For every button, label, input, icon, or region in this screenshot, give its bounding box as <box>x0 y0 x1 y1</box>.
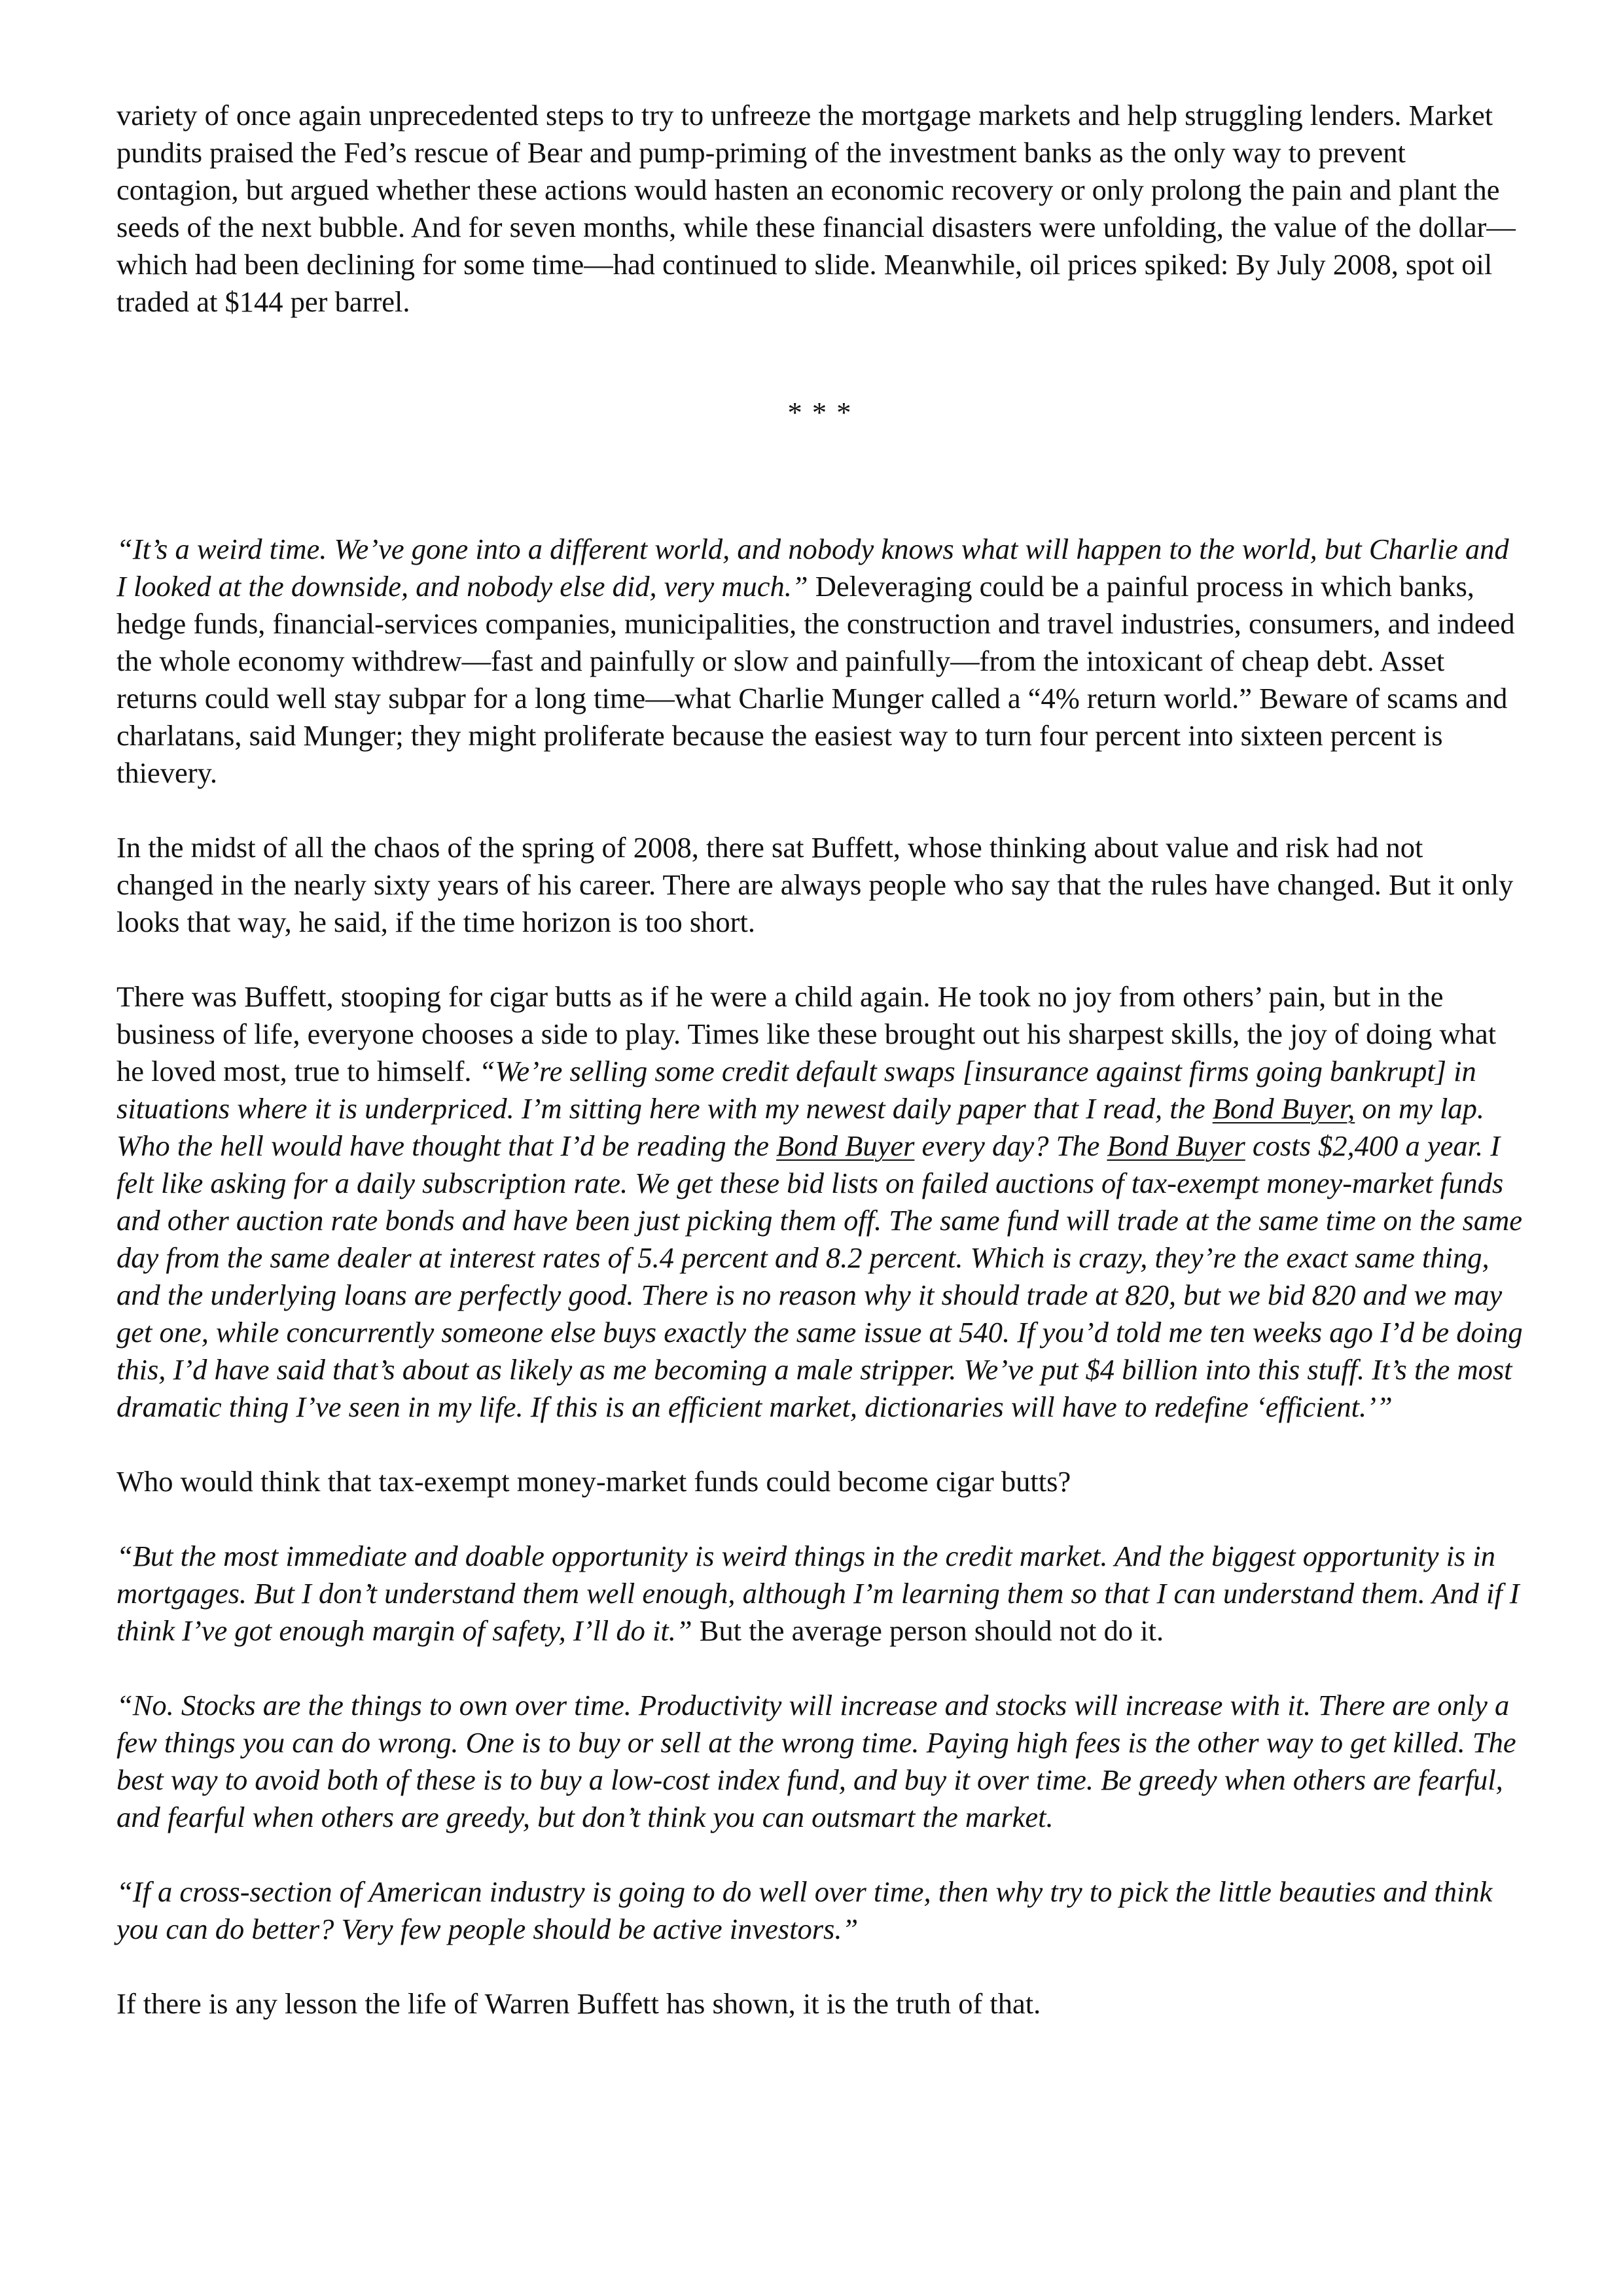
paragraph-cigar-butts-text: There was Buffett, stooping for cigar butts as if he were a child again. He took no joy from others’ pain, but in the business of life, everyone chooses a side to play. Times like these brought out his sharpest skills, the joy of doing what he loved most, true to himself. <box>116 980 1497 1087</box>
paragraph-fed-rescue: variety of once again unprecedented steps to try to unfreeze the mortgage markets and help struggling lenders. Market pundits praised the Fed’s rescue of Bear and pump-priming of the investment banks as the only way to prevent contagion, but argued whether these actions would hasten an economic recovery or only prolong the pain and plant the seeds of the next bubble. And for seven months, while these financial disasters were unfolding, the value of the dollar—which had been declining for some time—had continued to slide. Meanwhile, oil prices spiked: By July 2008, spot oil traded at $144 per barrel. <box>116 99 1516 318</box>
document-page <box>116 97 1524 2060</box>
quote-part: on my lap. Who the hell would have thought that I’d be reading the <box>116 1092 1485 1162</box>
buffett-quote-cross-section: “If a cross-section of American industry is going to do well over time, then why try to pick the little beauties and think you can do better? Very few people should be active investors.” <box>116 1875 1493 1945</box>
bond-buyer-title: Bond Buyer <box>1107 1129 1245 1162</box>
paragraph-closing-lesson: If there is any lesson the life of Warren Buffett has shown, it is the truth of that. <box>116 1987 1041 2020</box>
buffett-quote-weird-time: “It’s a weird time. We’ve gone into a different world, and nobody knows what will happen to the world, but Charlie and I looked at the downside, and nobody else did, very much.” <box>116 533 1509 603</box>
quote-part: every day? The <box>914 1129 1107 1162</box>
paragraph-tax-exempt-question: Who would think that tax-exempt money-market funds could become cigar butts? <box>116 1465 1071 1498</box>
paragraph-chaos-spring-2008: In the midst of all the chaos of the spring of 2008, there sat Buffett, whose thinking about value and risk had not changed in the nearly sixty years of his career. There are always people who say that the rules have changed. But it only looks that way, he said, if the time horizon is too short. <box>116 831 1514 938</box>
paragraph-deleveraging-text: Deleveraging could be a painful process in which banks, hedge funds, financial-services companies, municipalities, the construction and travel industries, consumers, and indeed the whole economy withdrew—fast and painfully or slow and painfully—from the intoxicant of cheap debt. Asset returns could well stay subpar for a long time—what Charlie Munger called a “4% return world.” Beware of scams and charlatans, said Munger; they might proliferate because the easiest way to turn four percent into sixteen percent is thievery. <box>116 570 1515 789</box>
quote-part: “We’re selling some credit default swaps [insurance against firms going bankrupt] in situations where it is underpriced. I’m sitting here with my newest daily paper that I read, the <box>116 1055 1476 1125</box>
paragraph-average-person-text: But the average person should not do it. <box>692 1614 1164 1647</box>
buffett-quote-bond-buyer <box>116 1055 1523 1423</box>
buffett-quote-credit-market: “But the most immediate and doable opportunity is weird things in the credit market. And the biggest opportunity is in mortgages. But I don’t understand them well enough, although I’m learning them so that I can understand them. And if I think I’ve got enough margin of safety, I’ll do it.” <box>116 1540 1520 1647</box>
bond-buyer-title: Bond Buyer, <box>1212 1092 1355 1125</box>
paragraph-cross-section-quote <box>116 1873 1524 1948</box>
section-separator: * * * <box>787 396 853 429</box>
paragraph-index-fund-quote <box>116 1687 1524 1836</box>
paragraph-credit-opportunity <box>116 1538 1524 1650</box>
buffett-quote-index-fund: “No. Stocks are the things to own over time. Productivity will increase and stocks will increase with it. There are only a few things you can do wrong. One is to buy or sell at the wrong time. Paying high fees is the other way to get killed. The best way to avoid both of these is to buy a low-cost index fund, and buy it over time. Be greedy when others are fearful, and fearful when others are greedy, but don’t think you can outsmart the market. <box>116 1689 1516 1833</box>
bond-buyer-title: Bond Buyer <box>776 1129 915 1162</box>
quote-part: costs $2,400 a year. I felt like asking for a daily subscription rate. We get these bid lists on failed auctions of tax-exempt money-market funds and other auction rate bonds and have been just picking them off. The same fund will trade at the same time on the same day from the same dealer at interest rates of 5.4 percent and 8.2 percent. Which is crazy, they’re the exact same thing, and the underlying loans are perfectly good. There is no reason why it should trade at 820, but we bid 820 and we may get one, while concurrently someone else buys exactly the same issue at 540. If you’d told me ten weeks ago I’d be doing this, I’d have said that’s about as likely as me becoming a male stripper. We’ve put $4 billion into this stuff. It’s the most dramatic thing I’ve seen in my life. If this is an efficient market, dictionaries will have to redefine ‘efficient.’” <box>116 1129 1523 1423</box>
paragraph-cigar-butts <box>116 978 1524 1426</box>
paragraph-weird-time <box>116 531 1524 792</box>
